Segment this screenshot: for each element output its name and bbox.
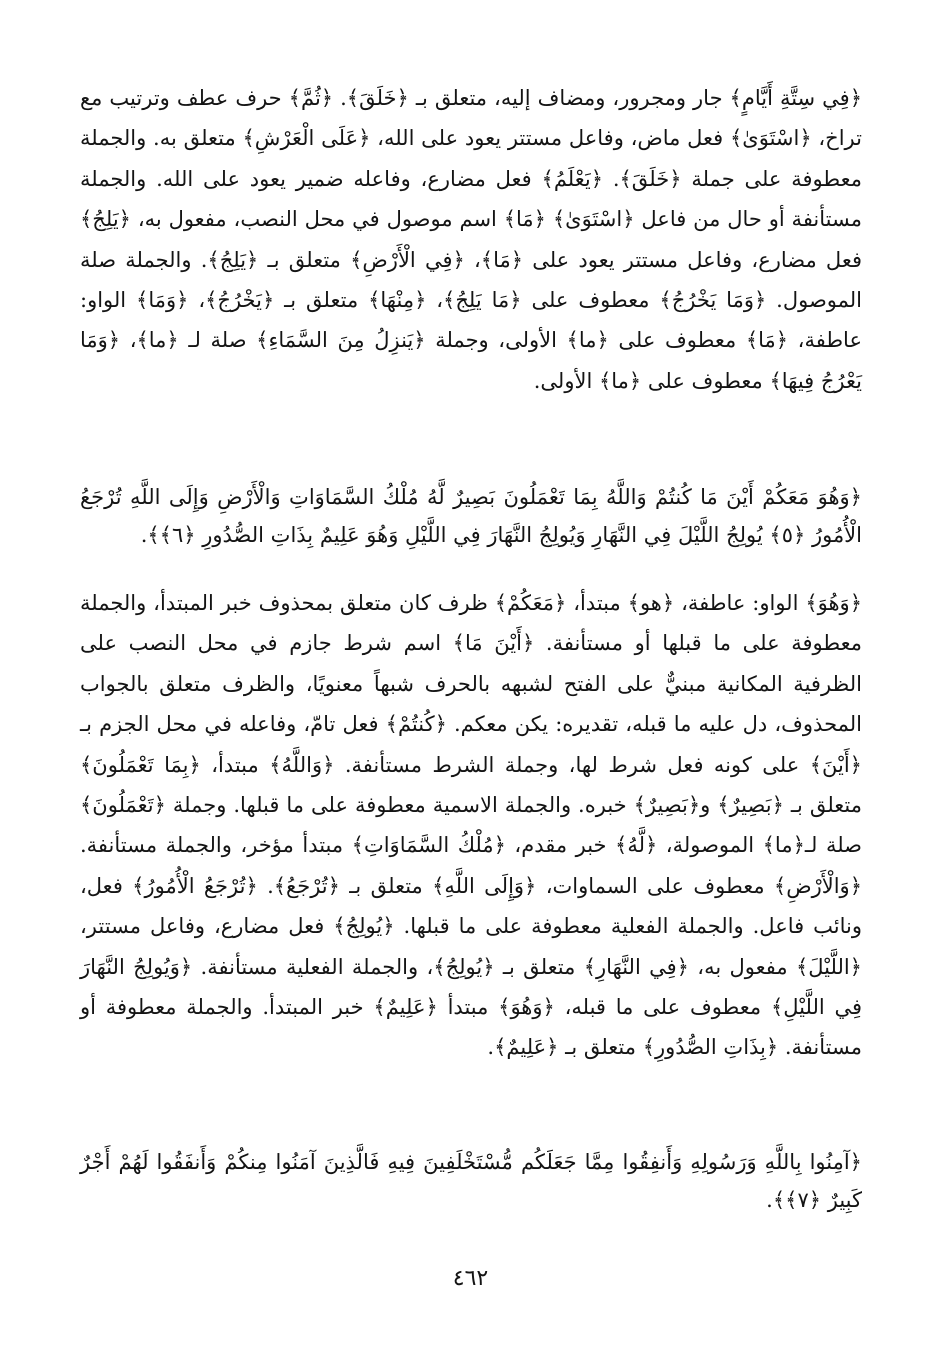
quran-verse-7: ﴿آمِنُوا بِاللَّهِ وَرَسُولِهِ وَأَنفِقُوا مِمَّا جَعَلَكُم مُّسْتَخْلَفِينَ فِيهِ فَالَّذِينَ آمَنُوا مِنكُمْ وَأَنفَقُوا لَهُمْ أَجْرٌ كَبِيرٌ ﴿٧﴾﴾. bbox=[80, 1150, 862, 1212]
grammar-paragraph-1: ﴿فِي سِتَّةِ أَيَّامٍ﴾ جار ومجرور، ومضاف إليه، متعلق بـ ﴿خَلَقَ﴾. ﴿ثُمَّ﴾ حرف عطف وترتيب مع تراخ، ﴿اسْتَوَىٰ﴾ فعل ماض، وفاعل مستتر يعود على الله، ﴿عَلَى الْعَرْشِ﴾ متعلق به. والجملة معطوفة على جملة ﴿خَلَقَ﴾. ﴿يَعْلَمُ﴾ فعل مضارع، وفاعله ضمير يعود على الله. والجملة مستأنفة أو حال من فاعل ﴿اسْتَوَىٰ﴾ ﴿مَا﴾ اسم موصول في محل النصب، مفعول به، ﴿يَلِجُ﴾ فعل مضارع، وفاعل مستتر يعود على ﴿مَا﴾، ﴿فِي الْأَرْضِ﴾ متعلق بـ ﴿يَلِجُ﴾. والجملة صلة الموصول. ﴿وَمَا يَخْرُجُ﴾ معطوف على ﴿مَا يَلِجُ﴾، ﴿مِنْهَا﴾ متعلق بـ ﴿يَخْرُجُ﴾، ﴿وَمَا﴾ الواو: عاطفة، ﴿مَا﴾ معطوف على ﴿ما﴾ الأولى، وجملة ﴿يَنزِلُ مِنَ السَّمَاءِ﴾ صلة لـ ﴿ما﴾، ﴿وَمَا يَعْرُجُ فِيهَا﴾ معطوف على ﴿ما﴾ الأولى. bbox=[80, 86, 862, 393]
page-number: ٤٦٢ bbox=[452, 1266, 489, 1291]
quran-verse-5-6: ﴿وَهُوَ مَعَكُمْ أَيْنَ مَا كُنتُمْ وَاللَّهُ بِمَا تَعْمَلُونَ بَصِيرٌ لَّهُ مُلْكُ السَّمَاوَاتِ وَالْأَرْضِ وَإِلَى اللَّهِ تُرْجَعُ الْأُمُورُ ﴿٥﴾ يُولِجُ اللَّيْلَ فِي النَّهَارِ وَيُولِجُ النَّهَارَ فِي اللَّيْلِ وَهُوَ عَلِيمٌ بِذَاتِ الصُّدُورِ ﴿٦﴾﴾. bbox=[80, 485, 862, 547]
grammar-paragraph-2: ﴿وَهُوَ﴾ الواو: عاطفة، ﴿هو﴾ مبتدأ، ﴿مَعَكُمْ﴾ ظرف كان متعلق بمحذوف خبر المبتدأ، والجملة معطوفة على ما قبلها أو مستأنفة. ﴿أَيْنَ مَا﴾ اسم شرط جازم في محل النصب على الظرفية المكانية مبنيٌّ على الفتح لشبهه بالحرف شبهاً معنويًا، والظرف متعلق بالجواب المحذوف، دل عليه ما قبله، تقديره: يكن معكم. ﴿كُنتُمْ﴾ فعل تامّ، وفاعله في محل الجزم بـ ﴿أَيْنَ﴾ على كونه فعل شرط لها، وجملة الشرط مستأنفة. ﴿وَاللَّهُ﴾ مبتدأ، ﴿بِمَا تَعْمَلُونَ﴾ متعلق بـ ﴿بَصِيرٌ﴾ و﴿بَصِيرٌ﴾ خبره. والجملة الاسمية معطوفة على ما قبلها. وجملة ﴿تَعْمَلُونَ﴾ صلة لـ﴿ما﴾ الموصولة، ﴿لَّهُ﴾ خبر مقدم، ﴿مُلْكُ السَّمَاوَاتِ﴾ مبتدأ مؤخر، والجملة مستأنفة. ﴿وَالْأَرْضِ﴾ معطوف على السماوات، ﴿وَإِلَى اللَّهِ﴾ متعلق بـ ﴿تُرْجَعُ﴾. ﴿تُرْجَعُ الْأُمُورُ﴾ فعل، ونائب فاعل. والجملة الفعلية معطوفة على ما قبلها. ﴿يُولِجُ﴾ فعل مضارع، وفاعل مستتر، ﴿اللَّيْلَ﴾ مفعول به، ﴿فِي النَّهَارِ﴾ متعلق بـ ﴿يُولِجُ﴾، والجملة الفعلية مستأنفة. ﴿وَيُولِجُ النَّهَارَ فِي اللَّيْلِ﴾ معطوف على ما قبله، ﴿وَهُوَ﴾ مبتدأ ﴿عَلِيمٌ﴾ خبر المبتدأ. والجملة معطوفة أو مستأنفة. ﴿بِذَاتِ الصُّدُورِ﴾ متعلق بـ ﴿عَلِيمٌ﴾. bbox=[80, 591, 862, 1060]
